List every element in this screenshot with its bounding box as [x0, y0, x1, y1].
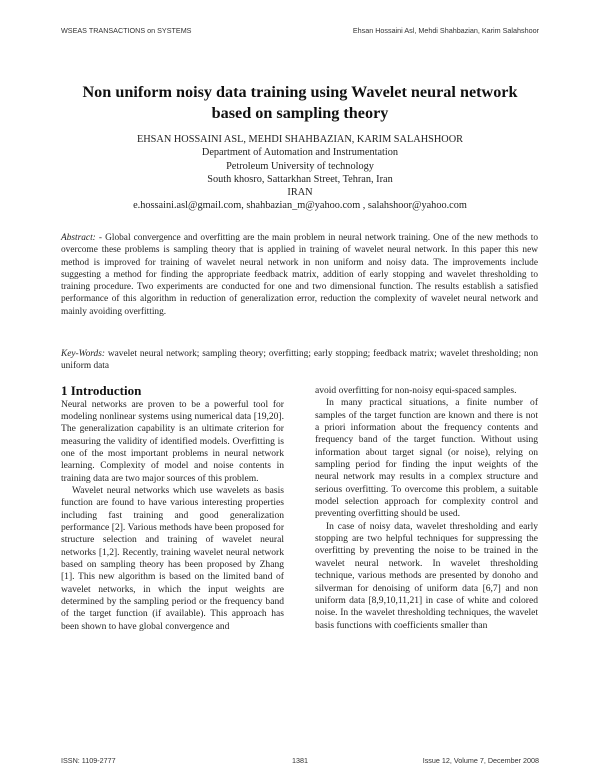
title-line-1: Non uniform noisy data training using Wavelet neural network: [82, 83, 518, 101]
author-university: Petroleum University of technology: [226, 160, 374, 172]
abstract-text: - Global convergence and overfitting are the main problem in neural network training. One of the new methods to overcome these problems is sampling theory that is applied in training of wavelet neural network. In this paper this new method is improved for training of wavelet neural network in non uniform and noisy data. The improvements include suggesting a method for finding the appropriate feedback matrix, addition of early stopping and wavelet thresholding to training procedure. Two experiments are conducted for one and two dimensional function. The results establish a satisfied performance of this algorithm in reduction of generalization error, reduction the complexity of wavelet neural network and mainly avoiding overfitting.: [61, 233, 538, 317]
author-emails: e.hossaini.asl@gmail.com, shahbazian_m@yahoo.com , salahshoor@yahoo.com: [133, 200, 467, 212]
intro-paragraph-3: In many practical situations, a finite number of samples of the target function are known and there is not a priori information about the frequency contents and frequency band of the target function. Without using information about target signal (or noise), relying on sampling period for finding the input weights of the neural network may results in a complex structure and serious overfitting. To overcome this problem, a suitable model selection approach for complexity control and preventing overfitting should be used.: [315, 397, 538, 520]
left-column: [61, 383, 284, 633]
footer-page-number: 1381: [292, 756, 308, 765]
running-header: [61, 26, 539, 38]
abstract: [61, 232, 538, 318]
footer-issn: ISSN: 1109-2777: [61, 756, 116, 765]
journal-name: WSEAS TRANSACTIONS on SYSTEMS: [61, 26, 192, 35]
author-block: [40, 133, 560, 213]
keywords-label: Key-Words:: [61, 349, 105, 359]
keywords-text: wavelet neural network; sampling theory; overfitting; early stopping; feedback matrix; wavelet thresholding; non uniform data: [61, 349, 538, 372]
intro-paragraph-2: Wavelet neural networks which use wavelets as basis function are found to have various interesting properties including fast training and good generalization performance [2]. Various methods have been proposed for structure selection and training of wavelet neural networks [1,2]. Recently, training wavelet neural network based on sampling theory has been proposed by Zhang [1]. This new algorithm is based on the limited band of wavelet networks, in which the input weights are determined by the sampling period or the frequency band of the target function (if available). This approach has been shown to have global convergence and: [61, 484, 284, 632]
header-authors: Ehsan Hossaini Asl, Mehdi Shahbazian, Karim Salahshoor: [352, 26, 539, 35]
page-footer: [61, 756, 539, 768]
intro-paragraph-4: In case of noisy data, wavelet thresholding and early stopping are two helpful techniques for suppressing the overfitting by preventing the noise to be trained in the wavelet neural network. In wavelet thresholding technique, various methods are presented by donoho and silverman for denoising of uniform data [6,7] and non uniform data [8,9,10,11,21] in case of white and colored noise. In the wavelet thresholding techniques, the wavelet basis functions with coefficients smaller than: [315, 520, 538, 631]
keywords: [61, 348, 538, 373]
section-heading-introduction: 1 Introduction: [61, 383, 142, 398]
title-line-2: based on sampling theory: [211, 104, 389, 122]
author-department: Department of Automation and Instrumentation: [201, 147, 399, 159]
author-names: EHSAN HOSSAINI ASL, MEHDI SHAHBAZIAN, KARIM SALAHSHOOR: [136, 134, 464, 145]
paper-title: [40, 82, 560, 124]
footer-issue: Issue 12, Volume 7, December 2008: [422, 756, 539, 765]
intro-paragraph-1: Neural networks are proven to be a powerful tool for modeling nonlinear systems using numerical data [19,20]. The generalization capability is an ultimate criterion for measuring the validity of identified models. Overfitting is one of the most important problems in neural network learning. Complexity of model and noise contents in training data are two major sources of this problem.: [61, 398, 284, 484]
author-country: IRAN: [287, 187, 313, 199]
intro-paragraph-2-cont: avoid overfitting for non-noisy equi-spaced samples.: [315, 385, 517, 396]
author-address: South khosro, Sattarkhan Street, Tehran, Iran: [207, 173, 393, 185]
right-column: [315, 385, 538, 632]
abstract-label: Abstract:: [61, 233, 96, 243]
